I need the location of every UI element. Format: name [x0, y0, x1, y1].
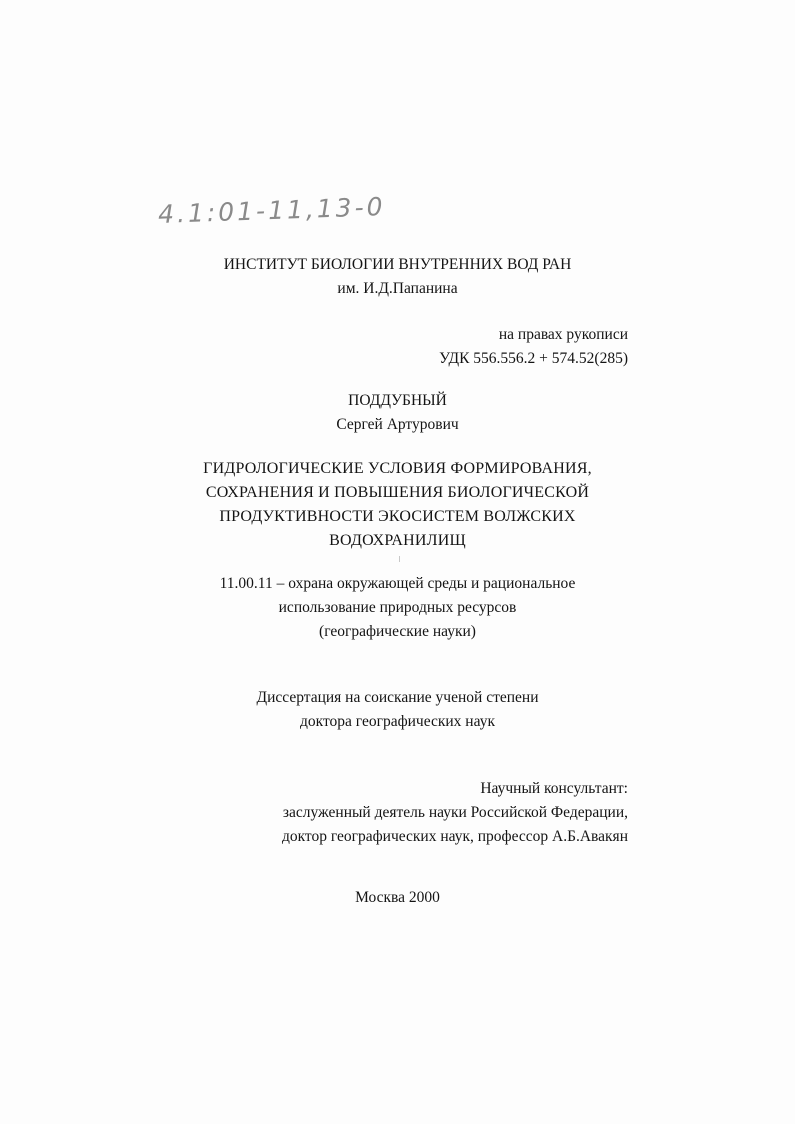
- institute-name: ИНСТИТУТ БИОЛОГИИ ВНУТРЕННИХ ВОД РАН: [223, 256, 572, 273]
- consultant-line: заслуженный деятель науки Российской Федерации,: [282, 804, 628, 821]
- degree-block: [0, 686, 795, 734]
- scan-speck: [399, 556, 400, 562]
- consultant-line: доктор географических наук, профессор А.Б.Авакян: [281, 828, 628, 845]
- place-year: Москва 2000: [355, 889, 440, 906]
- specialty-block: [0, 572, 795, 644]
- institute-named-after: им. И.Д.Папанина: [337, 280, 458, 297]
- specialty-line: 11.00.11 – охрана окружающей среды и рациональное: [219, 575, 576, 592]
- degree-line: доктора географических наук: [300, 713, 495, 730]
- dissertation-title: [0, 457, 795, 553]
- degree-line: Диссертация на соискание ученой степени: [256, 689, 539, 706]
- author-block: [0, 389, 795, 437]
- specialty-line: использование природных ресурсов: [278, 599, 517, 616]
- manuscript-rights: на правах рукописи: [498, 326, 628, 343]
- author-surname: ПОДДУБНЫЙ: [348, 392, 447, 409]
- rights-block: [439, 323, 628, 371]
- udc-code: УДК 556.556.2 + 574.52(285): [439, 350, 628, 367]
- institute-header: [0, 253, 795, 301]
- author-given-names: Сергей Артурович: [336, 416, 459, 433]
- consultant-label: Научный консультант:: [480, 780, 628, 797]
- specialty-line: (географические науки): [319, 623, 476, 640]
- place-year-block: [0, 886, 795, 910]
- consultant-block: [282, 777, 628, 849]
- title-line: ПРОДУКТИВНОСТИ ЭКОСИСТЕМ ВОЛЖСКИХ: [219, 508, 576, 525]
- title-line: ГИДРОЛОГИЧЕСКИЕ УСЛОВИЯ ФОРМИРОВАНИЯ,: [203, 460, 592, 477]
- title-line: ВОДОХРАНИЛИЩ: [329, 532, 466, 549]
- handwritten-archive-code: 4.1:01-11,13-0: [157, 192, 386, 229]
- title-line: СОХРАНЕНИЯ И ПОВЫШЕНИЯ БИОЛОГИЧЕСКОЙ: [205, 484, 590, 501]
